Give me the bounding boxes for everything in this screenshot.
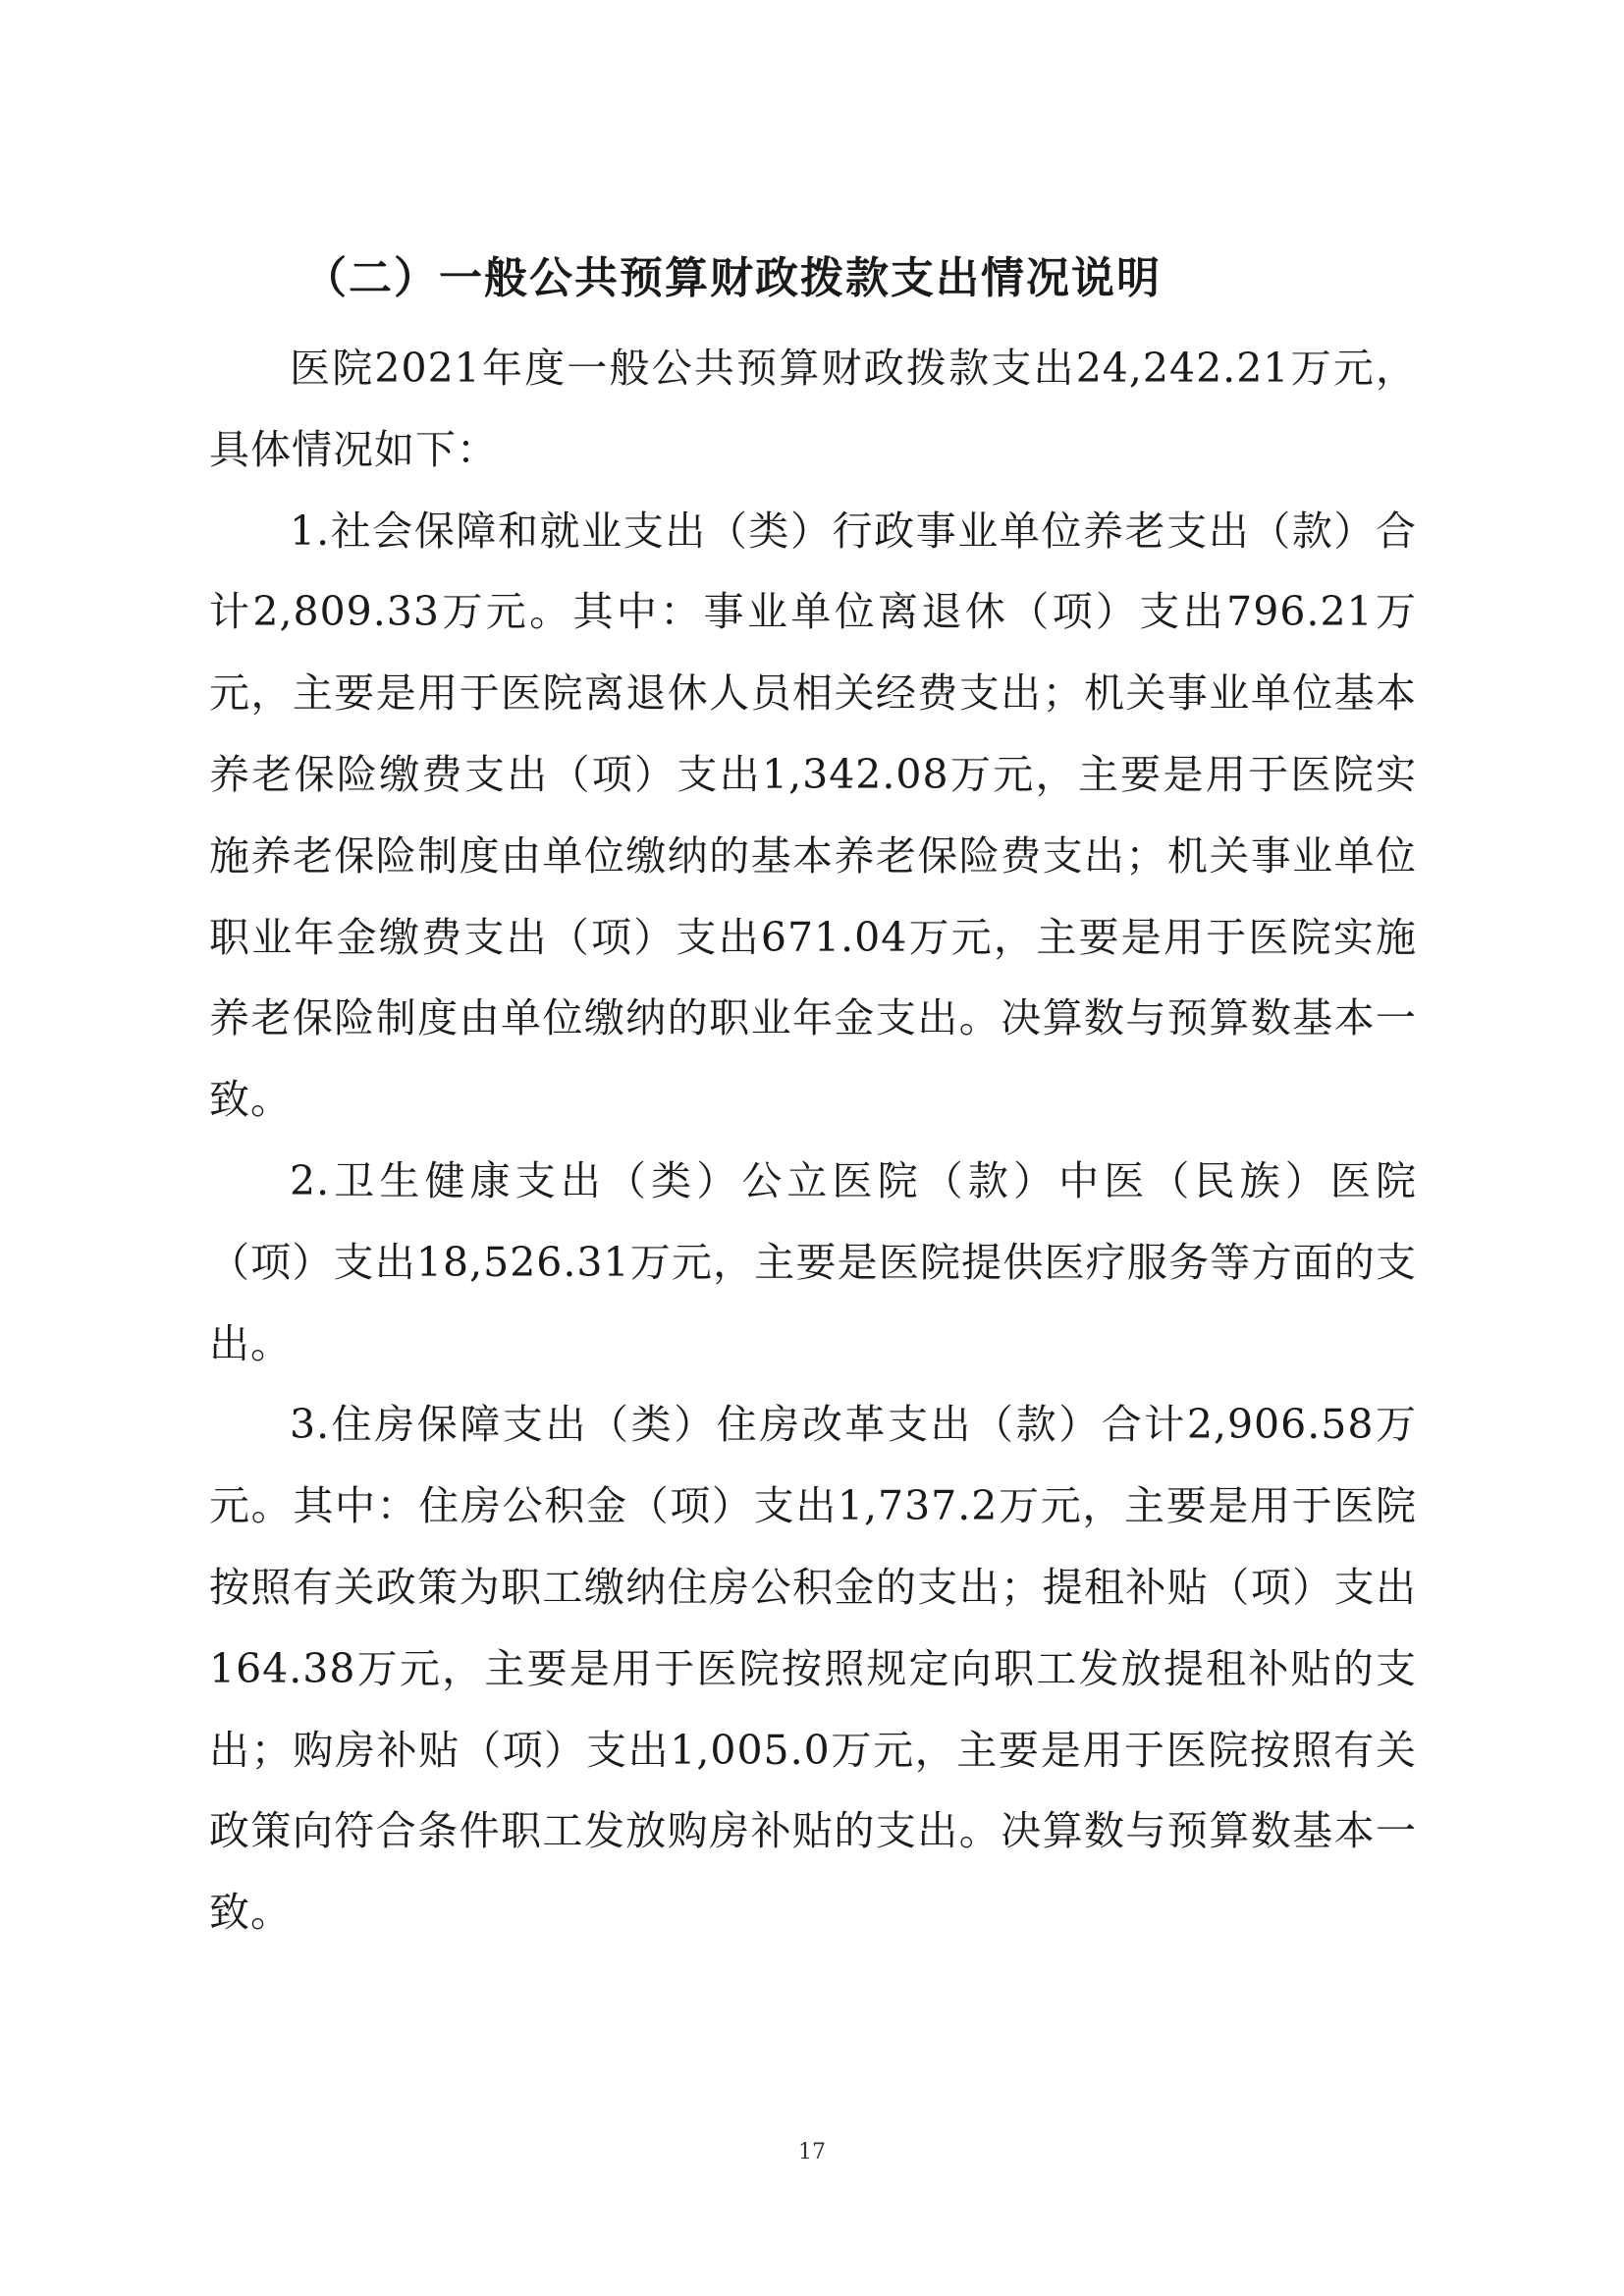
paragraph-summary: 医院2021年度一般公共预算财政拨款支出24,242.21万元，具体情况如下： <box>209 345 1417 473</box>
paragraph-housing: 3.住房保障支出（类）住房改革支出（款）合计2,906.58万元。其中：住房公积金（项）支出1,737.2万元，主要是用于医院按照有关政策为职工缴纳住房公积金的支出；提租补贴（项）支出164.38万元，主要是用于医院按照规定向职工发放提租补贴的支出；购房补贴（项）支出1,005.0万元，主要是用于医院按照有关政策向符合条件职工发放购房补贴的支出。决算数与预算数基本一致。 <box>209 1401 1417 1937</box>
paragraph-health: 2.卫生健康支出（类）公立医院（款）中医（民族）医院（项）支出18,526.31万元，主要是医院提供医疗服务等方面的支出。 <box>209 1156 1417 1367</box>
section-title: （二）一般公共预算财政拨款支出情况说明 <box>303 253 1162 303</box>
page-number: 17 <box>798 2140 826 2164</box>
paragraph-social-security: 1.社会保障和就业支出（类）行政事业单位养老支出（款）合计2,809.33万元。其中：事业单位离退休（项）支出796.21万元，主要是用于医院离退休人员相关经费支出；机关事业单位基本养老保险缴费支出（项）支出1,342.08万元，主要是用于医院实施养老保险制度由单位缴纳的基本养老保险费支出；机关事业单位职业年金缴费支出（项）支出671.04万元，主要是用于医院实施养老保险制度由单位缴纳的职业年金支出。决算数与预算数基本一致。 <box>209 507 1417 1124</box>
document-body <box>209 241 1417 1953</box>
